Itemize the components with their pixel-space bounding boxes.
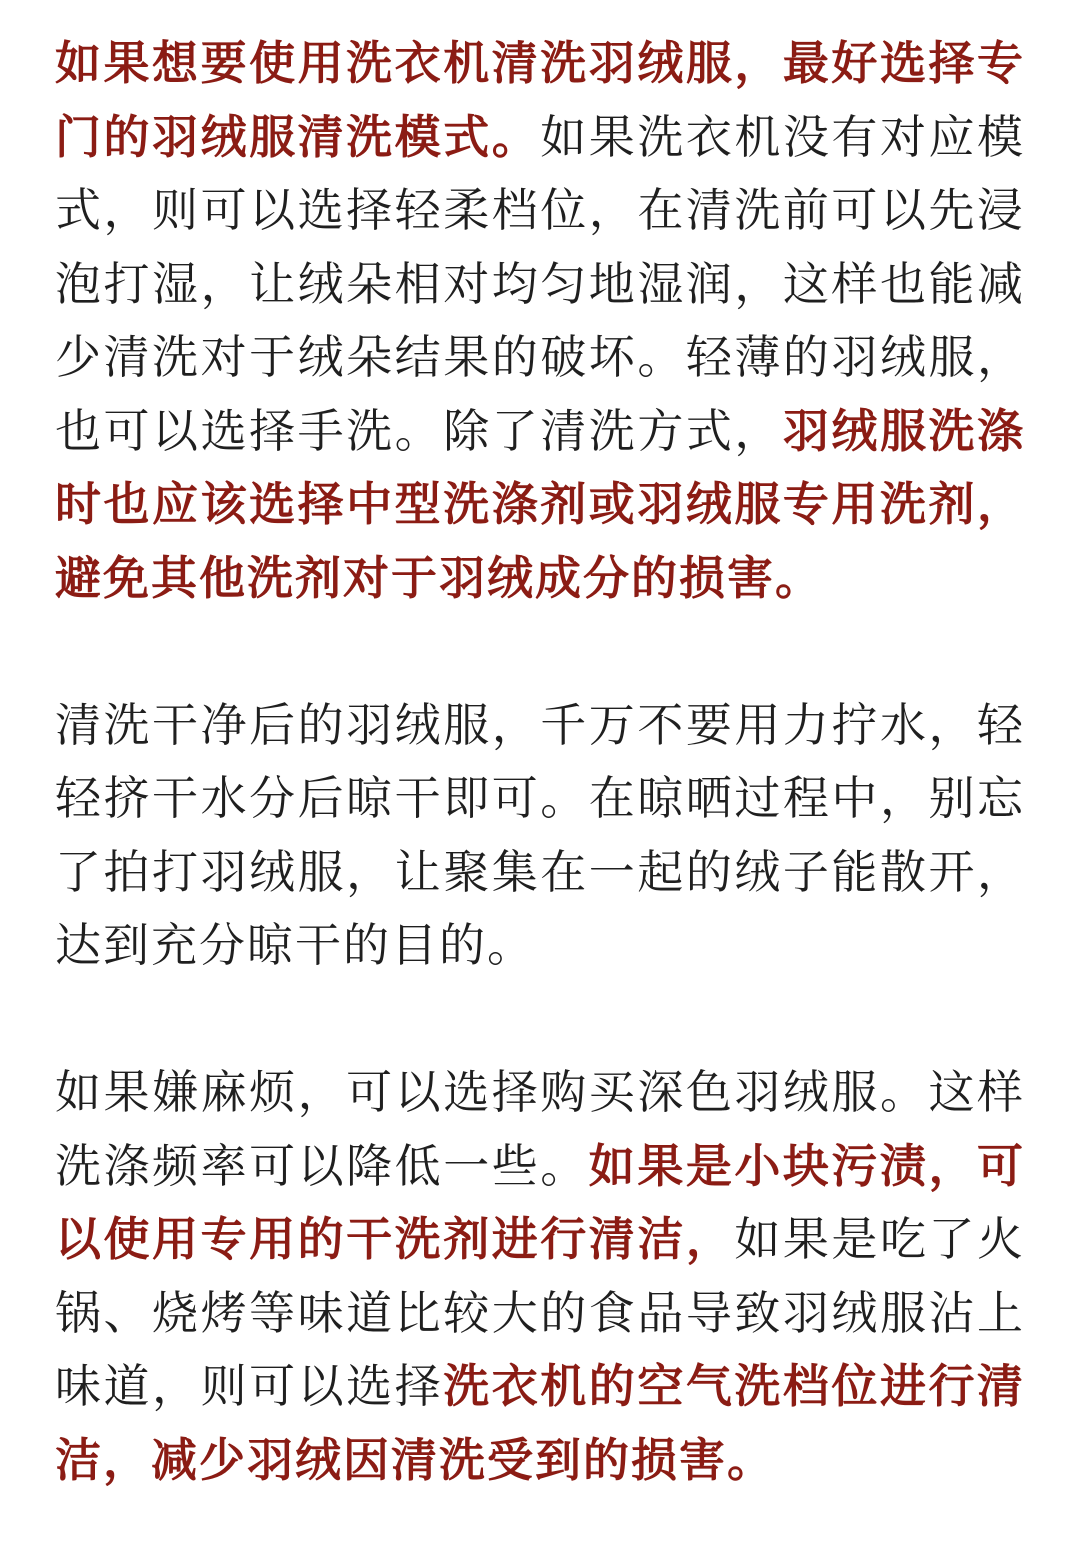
paragraph-drying <box>55 689 1025 983</box>
paragraph-machine-wash <box>55 27 1025 615</box>
emphasis-text: 洗衣机的空气洗档位进行清洁，减少羽绒因清洗受到的损害。 <box>55 1359 1026 1487</box>
body-text: 如果嫌麻烦，可以选择购买深色羽绒服。这样洗涤频率可以降低一些。 <box>55 1065 1025 1193</box>
paragraph-stain-care <box>55 1056 1025 1497</box>
body-text: 如果洗衣机没有对应模式，则可以选择轻柔档位，在清洗前可以先浸泡打湿，让绒朵相对均匀地湿润，这样也能减少清洗对于绒朵结果的破坏。轻薄的羽绒服，也可以选择手洗。除了清洗方式， <box>55 109 1026 458</box>
emphasis-text: 如果是小块污渍，可以使用专用的干洗剂进行清洁， <box>55 1138 1026 1266</box>
body-text: 清洗干净后的羽绒服，千万不要用力拧水，轻轻挤干水分后晾干即可。在晾晒过程中，别忘了拍打羽绒服，让聚集在一起的绒子能散开，达到充分晾干的目的。 <box>55 697 1025 972</box>
body-text: 如果是吃了火锅、烧烤等味道比较大的食品导致羽绒服沾上味道，则可以选择 <box>55 1212 1026 1413</box>
emphasis-text: 如果想要使用洗衣机清洗羽绒服，最好选择专门的羽绒服清洗模式。 <box>55 36 1025 164</box>
emphasis-text: 羽绒服洗涤时也应该选择中型洗涤剂或羽绒服专用洗剂，避免其他洗剂对于羽绒成分的损害。 <box>55 403 1026 605</box>
article-body <box>55 27 1025 1497</box>
